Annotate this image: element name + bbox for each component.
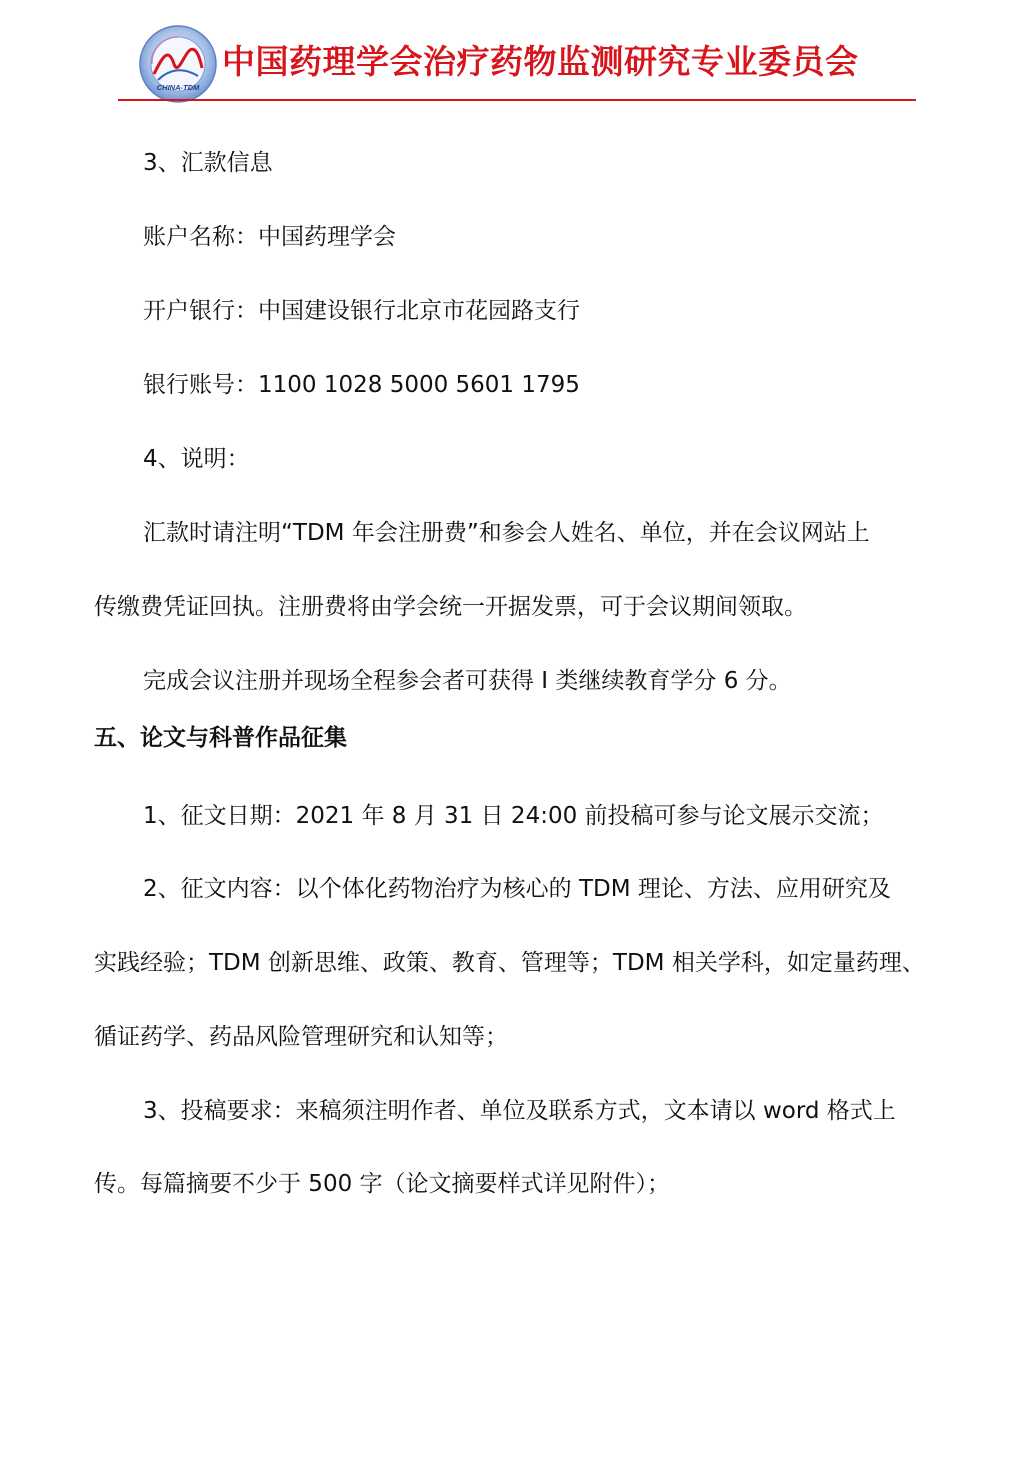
paragraph-1: 1、征文日期：2021 年 8 月 31 日 24:00 前投稿可参与论文展示交流；	[143, 803, 884, 829]
paragraph-2-line-3: 循证药学、药品风险管理研究和认知等；	[94, 1024, 508, 1050]
item4-title: 4、说明：	[143, 446, 250, 472]
credit-note: 完成会议注册并现场全程参会者可获得 I 类继续教育学分 6 分。	[143, 668, 792, 694]
paragraph-2-line-2: 实践经验；TDM 创新思维、政策、教育、管理等；TDM 相关学科，如定量药理、	[94, 950, 925, 976]
paragraph-3-line-1: 3、投稿要求：来稿须注明作者、单位及联系方式，文本请以 word 格式上	[143, 1098, 896, 1124]
paragraph-3-line-2: 传。每篇摘要不少于 500 字（论文摘要样式详见附件）；	[94, 1171, 671, 1197]
account-name: 账户名称：中国药理学会	[143, 224, 396, 250]
svg-text:CHINA-TDM: CHINA-TDM	[156, 83, 200, 92]
note-line-1: 汇款时请注明“TDM 年会注册费”和参会人姓名、单位，并在会议网站上	[143, 520, 870, 546]
header-divider	[118, 99, 916, 101]
page-header	[0, 0, 1035, 105]
note-line-2: 传缴费凭证回执。注册费将由学会统一开据发票，可于会议期间领取。	[94, 594, 807, 620]
item3-title: 3、汇款信息	[143, 150, 273, 176]
organization-title: 中国药理学会治疗药物监测研究专业委员会	[222, 42, 859, 81]
china-tdm-logo	[138, 24, 218, 104]
paragraph-2-line-1: 2、征文内容：以个体化药物治疗为核心的 TDM 理论、方法、应用研究及	[143, 876, 891, 902]
section5-heading: 五、论文与科普作品征集	[94, 725, 347, 751]
account-number: 银行账号：1100 1028 5000 5601 1795	[143, 372, 580, 398]
bank-name: 开户银行：中国建设银行北京市花园路支行	[143, 298, 580, 324]
